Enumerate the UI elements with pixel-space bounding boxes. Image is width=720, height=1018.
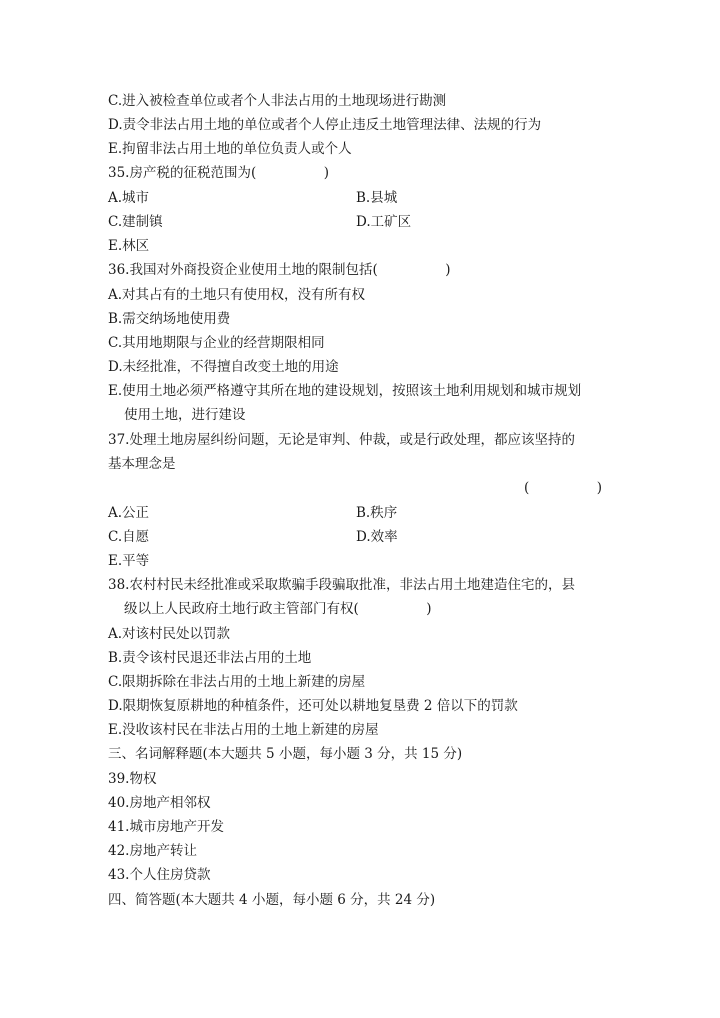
q35-option-e: E.林区 bbox=[108, 238, 150, 254]
q35-option-c: C.建制镇 bbox=[108, 214, 163, 230]
q35-stem: 35.房产税的征税范围为( ) bbox=[108, 165, 330, 181]
q36-stem: 36.我国对外商投资企业使用土地的限制包括( ) bbox=[108, 262, 451, 278]
q34-option-d: D.责令非法占用土地的单位或者个人停止违反土地管理法律、法规的行为 bbox=[108, 117, 542, 133]
term-item: 43.个人住房贷款 bbox=[108, 867, 211, 883]
q37-stem: 37.处理土地房屋纠纷问题，无论是审判、仲裁，或是行政处理，都应该坚持的 bbox=[108, 432, 575, 448]
q38-option-a: A.对该村民处以罚款 bbox=[108, 626, 231, 642]
term-item: 41.城市房地产开发 bbox=[108, 819, 224, 835]
q38-option-e: E.没收该村民在非法占用的土地上新建的房屋 bbox=[108, 722, 379, 738]
q38-stem: 38.农村村民未经批准或采取欺骗手段骗取批准，非法占用土地建造住宅的，县 bbox=[108, 577, 575, 593]
q36-option-b: B.需交纳场地使用费 bbox=[108, 311, 231, 327]
q37-option-e: E.平等 bbox=[108, 553, 150, 569]
q36-option-e-cont: 使用土地，进行建设 bbox=[124, 407, 246, 423]
q37-option-b: B.秩序 bbox=[356, 505, 398, 521]
q38-option-b: B.责令该村民退还非法占用的土地 bbox=[108, 650, 312, 666]
q36-option-a: A.对其占有的土地只有使用权，没有所有权 bbox=[108, 287, 366, 303]
q37-option-a: A.公正 bbox=[108, 505, 150, 521]
q35-option-d: D.工矿区 bbox=[356, 214, 412, 230]
q36-option-c: C.其用地期限与企业的经营期限相同 bbox=[108, 335, 325, 351]
term-item: 40.房地产相邻权 bbox=[108, 795, 211, 811]
q38-stem-cont: 级以上人民政府土地行政主管部门有权( ) bbox=[124, 601, 432, 617]
q35-option-a: A.城市 bbox=[108, 190, 150, 206]
q34-option-e: E.拘留非法占用土地的单位负责人或个人 bbox=[108, 141, 352, 157]
q34-option-c: C.进入被检查单位或者个人非法占用的土地现场进行勘测 bbox=[108, 93, 447, 109]
term-item: 39.物权 bbox=[108, 771, 157, 787]
q37-option-c: C.自愿 bbox=[108, 529, 150, 545]
section4-heading: 四、简答题(本大题共 4 小题，每小题 6 分，共 24 分) bbox=[108, 892, 436, 908]
q37-option-d: D.效率 bbox=[356, 529, 398, 545]
q36-option-e: E.使用土地必须严格遵守其所在地的建设规划，按照该土地利用规划和城市规划 bbox=[108, 383, 582, 399]
section3-heading: 三、名词解释题(本大题共 5 小题，每小题 3 分，共 15 分) bbox=[108, 746, 463, 762]
q38-option-d: D.限期恢复原耕地的种植条件，还可处以耕地复垦费 2 倍以下的罚款 bbox=[108, 698, 518, 714]
q37-stem-cont: 基本理念是 bbox=[108, 456, 176, 472]
q35-option-b: B.县城 bbox=[356, 190, 398, 206]
q37-answer-paren: ( ) bbox=[524, 480, 603, 496]
q38-option-c: C.限期拆除在非法占用的土地上新建的房屋 bbox=[108, 674, 366, 690]
q36-option-d: D.未经批准，不得擅自改变土地的用途 bbox=[108, 359, 339, 375]
term-item: 42.房地产转让 bbox=[108, 843, 197, 859]
